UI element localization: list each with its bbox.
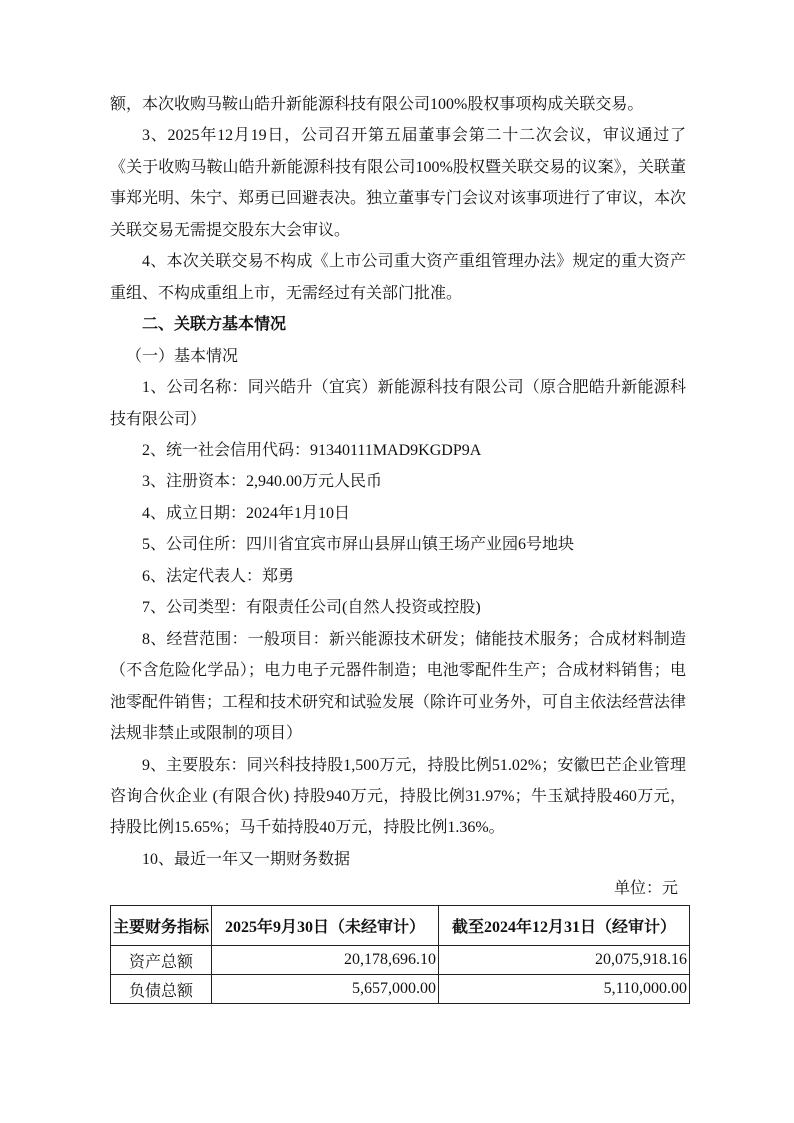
header-cell: 2025年9月30日（未经审计） [212, 906, 439, 946]
value-cell: 5,657,000.00 [212, 975, 439, 1004]
credit-code: 2、统一社会信用代码：91340111MAD9KGDP9A [142, 441, 482, 459]
row-label: 资产总额 [111, 946, 212, 975]
company-type: 7、公司类型：有限责任公司(自然人投资或控股) [142, 599, 481, 617]
header-cell: 主要财务指标 [111, 906, 212, 946]
value-cell: 20,178,696.10 [212, 946, 439, 975]
table-row [111, 975, 690, 1004]
company-name: 1、公司名称：同兴皓升（宜宾）新能源科技有限公司（原合肥皓升新能源科技有限公司） [110, 379, 686, 428]
subsection-heading: （一）基本情况 [126, 347, 239, 365]
unit-label: 单位：元 [613, 880, 678, 898]
table-row [111, 946, 690, 975]
financial-data-heading: 10、最近一年又一期财务数据 [142, 850, 351, 868]
value-cell: 20,075,918.16 [439, 946, 690, 975]
legal-representative: 6、法定代表人：郑勇 [142, 567, 295, 585]
document-body [110, 89, 686, 902]
paragraph-item-3: 3、2025年12月19日，公司召开第五届董事会第二十二次会议，审议通过了《关于收购马鞍山皓升新能源科技有限公司100%股权暨关联交易的议案》，关联董事郑光明、朱宁、郑勇已回避表决。独立董事专门会议对该事项进行了审议，本次关联交易无需提交股东大会审议。 [110, 127, 687, 239]
paragraph-continuation: 额，本次收购马鞍山皓升新能源科技有限公司100%股权事项构成关联交易。 [110, 96, 644, 113]
section-heading: 二、关联方基本情况 [142, 316, 287, 334]
major-shareholders: 9、主要股东：同兴科技持股1,500万元，持股比例51.02%；安徽巴芒企业管理咨询合伙企业 (有限合伙) 持股940万元，持股比例31.97%；牛玉斌持股460万元，持股比例15.65%；马千茹持股40万元，持股比例1.36%。 [110, 756, 686, 837]
value-cell: 5,110,000.00 [439, 975, 690, 1004]
registered-capital: 3、注册资本：2,940.00万元人民币 [142, 473, 383, 491]
establish-date: 4、成立日期：2024年1月10日 [142, 504, 351, 522]
header-cell: 截至2024年12月31日（经审计） [439, 906, 690, 946]
company-address: 5、公司住所：四川省宜宾市屏山县屏山镇王场产业园6号地块 [142, 536, 575, 554]
table-header-row [111, 906, 690, 946]
financial-table [110, 905, 690, 1004]
paragraph-item-4: 4、本次关联交易不构成《上市公司重大资产重组管理办法》规定的重大资产重组、不构成重组上市，无需经过有关部门批准。 [110, 253, 686, 302]
row-label: 负债总额 [111, 975, 212, 1004]
business-scope: 8、经营范围：一般项目：新兴能源技术研发；储能技术服务；合成材料制造（不含危险化学品）；电力电子元器件制造；电池零配件生产；合成材料销售；电池零配件销售；工程和技术研究和试验发展（除许可业务外，可自主依法经营法律法规非禁止或限制的项目） [110, 630, 687, 743]
